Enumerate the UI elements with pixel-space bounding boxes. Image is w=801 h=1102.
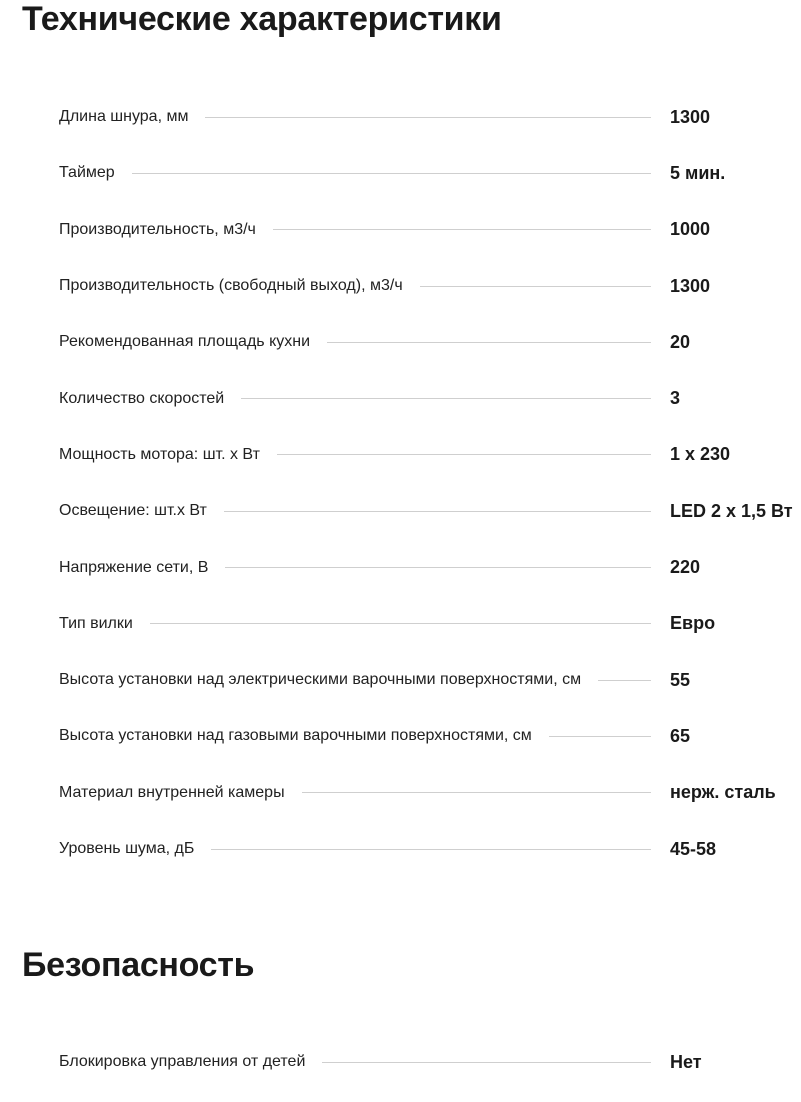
spec-label: Блокировка управления от детей xyxy=(59,1053,306,1071)
dotted-leader-line xyxy=(150,623,651,624)
dotted-leader-line xyxy=(322,1062,651,1063)
spec-value: 65 xyxy=(670,725,691,746)
spec-value: Нет xyxy=(670,1051,702,1072)
spec-row-lighting xyxy=(59,483,801,539)
spec-value: 1300 xyxy=(670,275,711,296)
spec-label: Таймер xyxy=(59,164,115,182)
spec-row-timer xyxy=(59,145,801,201)
spec-row-speeds xyxy=(59,370,801,426)
spec-row-kitchen-area xyxy=(59,314,801,370)
spec-value: 1300 xyxy=(670,106,711,127)
spec-value: LED 2 х 1,5 Вт xyxy=(670,500,793,521)
spec-label: Рекомендованная площадь кухни xyxy=(59,333,311,351)
dotted-leader-line xyxy=(132,173,651,174)
spec-value: 5 мин. xyxy=(670,162,726,183)
spec-row-motor-power xyxy=(59,427,801,483)
dotted-leader-line xyxy=(211,849,651,850)
spec-row-performance xyxy=(59,202,801,258)
spec-row-height-gas xyxy=(59,708,801,764)
spec-row-chamber-material xyxy=(59,765,801,821)
dotted-leader-line xyxy=(327,342,651,343)
spec-value: 55 xyxy=(670,669,691,690)
dotted-leader-line xyxy=(225,567,651,568)
dotted-leader-line xyxy=(224,511,651,512)
spec-value: 1 х 230 xyxy=(670,444,731,465)
spec-label: Высота установки над газовыми варочными поверхностями, см xyxy=(59,727,532,745)
spec-row-plug-type xyxy=(59,596,801,652)
spec-label: Тип вилки xyxy=(59,614,133,632)
spec-row-voltage xyxy=(59,539,801,595)
spec-label: Количество скоростей xyxy=(59,389,225,407)
spec-value: 20 xyxy=(670,331,691,352)
dotted-leader-line xyxy=(420,286,651,287)
spec-label: Производительность, м3/ч xyxy=(59,220,256,238)
dotted-leader-line xyxy=(273,229,651,230)
spec-label: Длина шнура, мм xyxy=(59,108,189,126)
specs-section-title: Технические характеристики xyxy=(22,0,502,38)
spec-value: 45-58 xyxy=(670,838,717,859)
spec-value: 1000 xyxy=(670,219,711,240)
spec-label: Материал внутренней камеры xyxy=(59,783,285,801)
spec-label: Освещение: шт.х Вт xyxy=(59,502,207,520)
spec-label: Мощность мотора: шт. х Вт xyxy=(59,445,260,463)
spec-row-noise-level xyxy=(59,821,801,877)
spec-value: 220 xyxy=(670,557,701,578)
spec-label: Производительность (свободный выход), м3/ч xyxy=(59,277,403,295)
dotted-leader-line xyxy=(241,398,651,399)
spec-label: Уровень шума, дБ xyxy=(59,840,195,857)
spec-value: 3 xyxy=(670,388,681,409)
dotted-leader-line xyxy=(205,117,651,118)
spec-value: Евро xyxy=(670,613,716,634)
dotted-leader-line xyxy=(302,792,651,793)
dotted-leader-line xyxy=(598,680,651,681)
safety-list xyxy=(59,1034,801,1090)
spec-row-height-electric xyxy=(59,652,801,708)
spec-value: нерж. сталь xyxy=(670,782,776,803)
dotted-leader-line xyxy=(277,454,651,455)
safety-section-title: Безопасность xyxy=(22,946,255,984)
dotted-leader-line xyxy=(549,736,651,737)
specs-list xyxy=(59,89,801,877)
spec-label: Напряжение сети, В xyxy=(59,558,209,576)
spec-row-cord-length xyxy=(59,89,801,145)
spec-label: Высота установки над электрическими варочными поверхностями, см xyxy=(59,671,582,689)
spec-row-child-lock xyxy=(59,1034,801,1090)
spec-row-performance-free xyxy=(59,258,801,314)
